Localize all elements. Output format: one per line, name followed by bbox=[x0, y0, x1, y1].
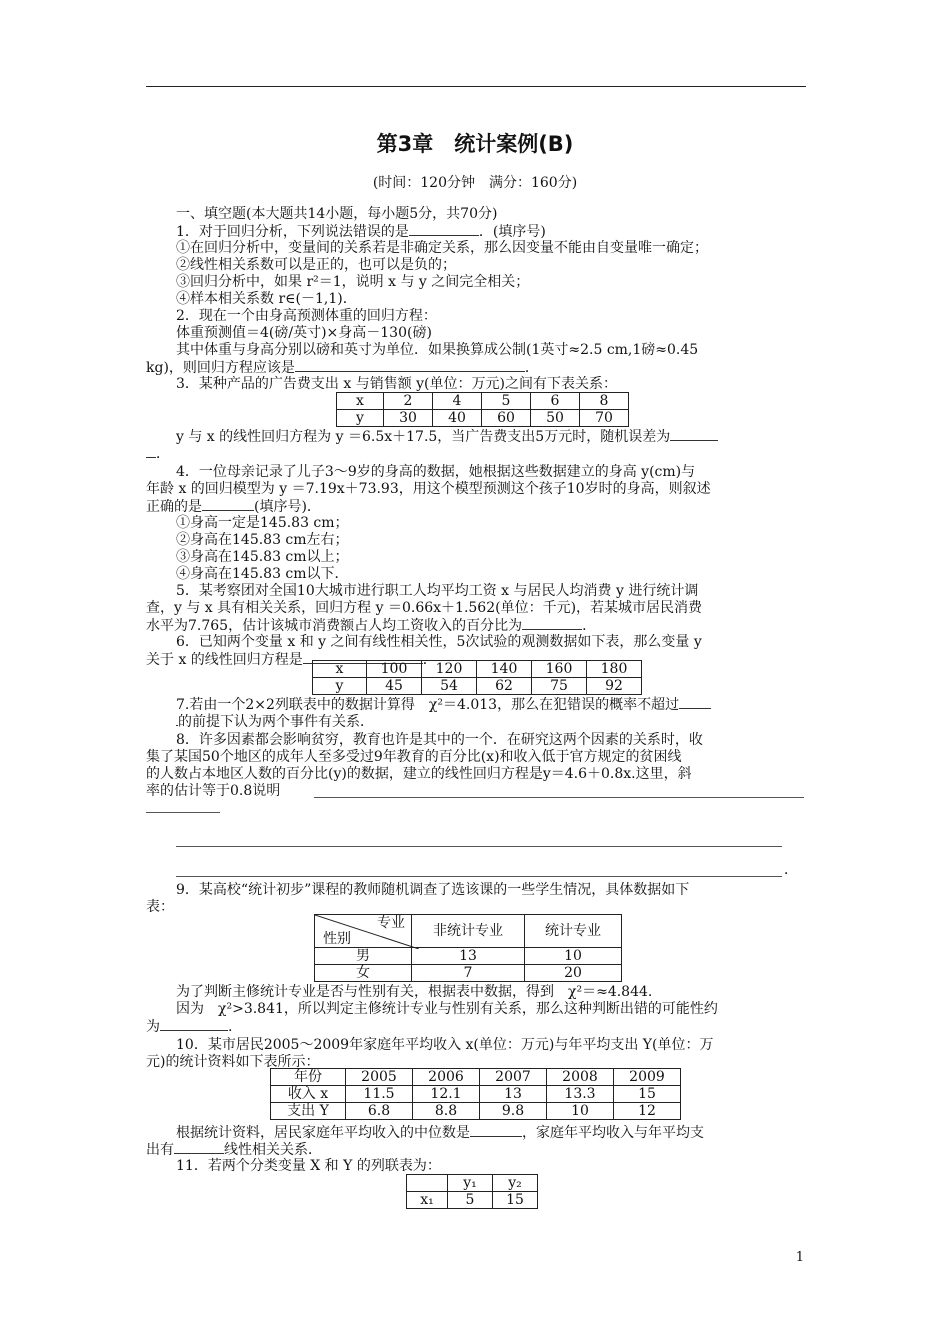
q6-table bbox=[312, 660, 642, 695]
q4-option: ①身高一定是145.83 cm； bbox=[176, 515, 349, 531]
table-cell: 6 bbox=[531, 393, 580, 410]
table-cell: y bbox=[313, 678, 367, 695]
answer-blank bbox=[670, 428, 718, 441]
table-cell: 70 bbox=[580, 410, 629, 427]
table-cell: 5 bbox=[448, 1192, 493, 1209]
table-header: y₁ bbox=[448, 1175, 493, 1192]
q9-text: 因为 χ²>3.841，所以判定主修统计专业与性别有关系，那么这种判断出错的可能性约 bbox=[176, 1001, 718, 1017]
table-cell: 4 bbox=[433, 393, 482, 410]
table-cell: 年份 bbox=[271, 1069, 346, 1086]
corner-label-bottom: 性别 bbox=[323, 931, 351, 947]
q2-text: kg)，则回归方程应该是 ． bbox=[146, 360, 539, 376]
table-cell bbox=[407, 1175, 448, 1192]
q4-stem: 4．一位母亲记录了儿子3～9岁的身高的数据，她根据这些数据建立的身高 y(cm)与 bbox=[176, 464, 696, 480]
q10-text: 根据统计资料，居民家庭年平均收入的中位数是 ，家庭年平均收入与年平均支 bbox=[176, 1125, 704, 1141]
table-cell: 收入 x bbox=[271, 1086, 346, 1103]
q9-stem: 表： bbox=[146, 899, 174, 915]
answer-blank bbox=[174, 1141, 224, 1154]
q6-stem: 6．已知两个变量 x 和 y 之间有线性相关性，5次试验的观测数据如下表，那么变量 y bbox=[176, 634, 702, 650]
table-cell: 8.8 bbox=[413, 1103, 480, 1120]
table-cell: 2007 bbox=[480, 1069, 547, 1086]
answer-blank bbox=[295, 359, 525, 372]
table-cell: 62 bbox=[477, 678, 532, 695]
table-cell: 支出 Y bbox=[271, 1103, 346, 1120]
table-cell: 12.1 bbox=[413, 1086, 480, 1103]
answer-blank bbox=[160, 1018, 228, 1031]
exam-info: (时间：120分钟 满分：160分) bbox=[372, 175, 578, 191]
q3-text: ． bbox=[146, 445, 170, 463]
table-cell: 2008 bbox=[547, 1069, 614, 1086]
header-rule bbox=[146, 86, 806, 87]
table-cell: 男 bbox=[315, 948, 412, 965]
q2-stem: 2．现在一个由身高预测体重的回归方程： bbox=[176, 308, 437, 324]
q9-text: 为 . bbox=[146, 1019, 233, 1035]
q5-stem: 水平为7.765，估计该城市消费额占人均工资收入的百分比为 ． bbox=[146, 618, 597, 634]
q7-stem: 7.若由一个2×2列联表中的数据计算得 χ²＝4.013，那么在犯错误的概率不超过 bbox=[176, 696, 711, 714]
answer-blank bbox=[202, 498, 254, 511]
table-cell: 女 bbox=[315, 965, 412, 982]
answer-blank bbox=[522, 617, 582, 630]
table-cell: 6.8 bbox=[346, 1103, 413, 1120]
table-cell: 13 bbox=[480, 1086, 547, 1103]
q4-stem: 年龄 x 的回归模型为 y ＝7.19x＋73.93，用这个模型预测这个孩子10岁时的身高，则叙述 bbox=[146, 481, 711, 497]
q2-text: 其中体重与身高分别以磅和英寸为单位．如果换算成公制(1英寸≈2.5 cm,1磅≈0.45 bbox=[176, 342, 699, 358]
answer-blank bbox=[679, 696, 711, 709]
q8-stem: 集了某国50个地区的成年人至多受过9年教育的百分比(x)和收入低于官方规定的贫困线 bbox=[146, 749, 682, 765]
q5-stem: 查，y 与 x 具有相关关系，回归方程 y ＝0.66x＋1.562(单位：千元)，若某城市居民消费 bbox=[146, 600, 703, 616]
q4-option: ④身高在145.83 cm以下． bbox=[176, 566, 349, 582]
table-cell: 11.5 bbox=[346, 1086, 413, 1103]
q6-stem: 关于 x 的线性回归方程是 ． bbox=[146, 652, 437, 668]
table-cell: 15 bbox=[614, 1086, 681, 1103]
q2-equation: 体重预测值＝4(磅/英寸)×身高－130(磅) bbox=[176, 325, 432, 341]
q4-option: ③身高在145.83 cm以上； bbox=[176, 549, 349, 565]
answer-line bbox=[176, 846, 782, 847]
q1-option: ④样本相关系数 r∈(－1,1)． bbox=[176, 291, 357, 307]
answer-line bbox=[314, 797, 804, 798]
answer-blank bbox=[409, 223, 479, 236]
page-number: 1 bbox=[795, 1250, 804, 1265]
table-cell: 13 bbox=[412, 948, 525, 965]
table-cell: 13.3 bbox=[547, 1086, 614, 1103]
q1-option: ③回归分析中，如果 r²＝1，说明 x 与 y 之间完全相关； bbox=[176, 274, 530, 290]
table-header: 统计专业 bbox=[525, 915, 622, 948]
q3-text: y 与 x 的线性回归方程为 y ＝6.5x＋17.5，当广告费支出5万元时，随机误差为 bbox=[176, 428, 718, 446]
table-cell: 120 bbox=[422, 661, 477, 678]
q10-stem: 10．某市居民2005～2009年家庭年平均收入 x(单位：万元)与年平均支出 Y(单位：万 bbox=[176, 1037, 714, 1053]
table-cell: 40 bbox=[433, 410, 482, 427]
q10-table bbox=[270, 1068, 681, 1120]
q8-stem: 的人数占本地区人数的百分比(y)的数据，建立的线性回归方程是y＝4.6＋0.8x.这里，斜 bbox=[146, 766, 692, 782]
table-header: y₂ bbox=[493, 1175, 538, 1192]
table-cell: 15 bbox=[493, 1192, 538, 1209]
q3-stem: 3．某种产品的广告费支出 x 与销售额 y(单位：万元)之间有下表关系： bbox=[176, 376, 617, 392]
q11-stem: 11．若两个分类变量 X 和 Y 的列联表为： bbox=[176, 1158, 441, 1174]
section-heading: 一、填空题(本大题共14小题，每小题5分，共70分) bbox=[176, 206, 498, 222]
q8-stem: 率的估计等于0.8说明 bbox=[146, 783, 281, 799]
answer-line bbox=[146, 812, 220, 813]
q1-option: ①在回归分析中，变量间的关系若是非确定关系，那么因变量不能由自变量唯一确定； bbox=[176, 240, 708, 256]
q1-option: ②线性相关系数可以是正的，也可以是负的； bbox=[176, 257, 456, 273]
q4-option: ②身高在145.83 cm左右； bbox=[176, 532, 349, 548]
q9-text: 为了判断主修统计专业是否与性别有关，根据表中数据，得到 χ²＝≈4.844. bbox=[176, 984, 653, 1000]
table-cell: 50 bbox=[531, 410, 580, 427]
q3-table bbox=[336, 392, 629, 427]
q7-stem: 的前提下认为两个事件有关系． bbox=[178, 714, 374, 730]
table-cell: 12 bbox=[614, 1103, 681, 1120]
table-header: 非统计专业 bbox=[412, 915, 525, 948]
table-cell: 20 bbox=[525, 965, 622, 982]
table-cell: x bbox=[313, 661, 367, 678]
table-cell: 9.8 bbox=[480, 1103, 547, 1120]
q11-table bbox=[406, 1174, 538, 1209]
table-cell: 160 bbox=[532, 661, 587, 678]
table-cell: 180 bbox=[587, 661, 642, 678]
table-cell: 8 bbox=[580, 393, 629, 410]
table-cell: 75 bbox=[532, 678, 587, 695]
table-cell: 30 bbox=[384, 410, 433, 427]
q8-end: ． bbox=[784, 862, 798, 878]
table-cell: 60 bbox=[482, 410, 531, 427]
table-cell: y bbox=[337, 410, 384, 427]
corner-label-top: 专业 bbox=[377, 915, 405, 931]
table-cell: 140 bbox=[477, 661, 532, 678]
chapter-title: 第3章 统计案例(B) bbox=[376, 132, 574, 156]
table-cell: 2009 bbox=[614, 1069, 681, 1086]
table-cell: 7 bbox=[412, 965, 525, 982]
answer-line bbox=[176, 876, 782, 877]
q9-stem: 9．某高校“统计初步”课程的教师随机调查了选该课的一些学生情况，具体数据如下 bbox=[176, 882, 690, 898]
answer-blank bbox=[470, 1124, 522, 1137]
q1-stem: 1．对于回归分析，下列说法错误的是 ．(填序号) bbox=[176, 224, 546, 240]
table-cell: 100 bbox=[367, 661, 422, 678]
q5-stem: 5．某考察团对全国10大城市进行职工人均平均工资 x 与居民人均消费 y 进行统计调 bbox=[176, 583, 699, 599]
table-cell: x bbox=[337, 393, 384, 410]
table-cell: x₁ bbox=[407, 1192, 448, 1209]
q10-text: 出有 线性相关关系． bbox=[146, 1142, 322, 1158]
table-cell: 92 bbox=[587, 678, 642, 695]
q4-stem: 正确的是 (填序号)． bbox=[146, 499, 321, 515]
q10-stem: 元)的统计资料如下表所示： bbox=[146, 1054, 320, 1070]
table-cell: 45 bbox=[367, 678, 422, 695]
q9-table bbox=[314, 914, 622, 982]
table-corner-cell bbox=[315, 915, 412, 948]
table-cell: 2 bbox=[384, 393, 433, 410]
answer-blank bbox=[146, 445, 156, 458]
table-cell: 2006 bbox=[413, 1069, 480, 1086]
table-cell: 54 bbox=[422, 678, 477, 695]
table-cell: 10 bbox=[525, 948, 622, 965]
q8-stem: 8．许多因素都会影响贫穷，教育也许是其中的一个．在研究这两个因素的关系时，收 bbox=[176, 732, 703, 748]
table-cell: 5 bbox=[482, 393, 531, 410]
table-cell: 2005 bbox=[346, 1069, 413, 1086]
table-cell: 10 bbox=[547, 1103, 614, 1120]
